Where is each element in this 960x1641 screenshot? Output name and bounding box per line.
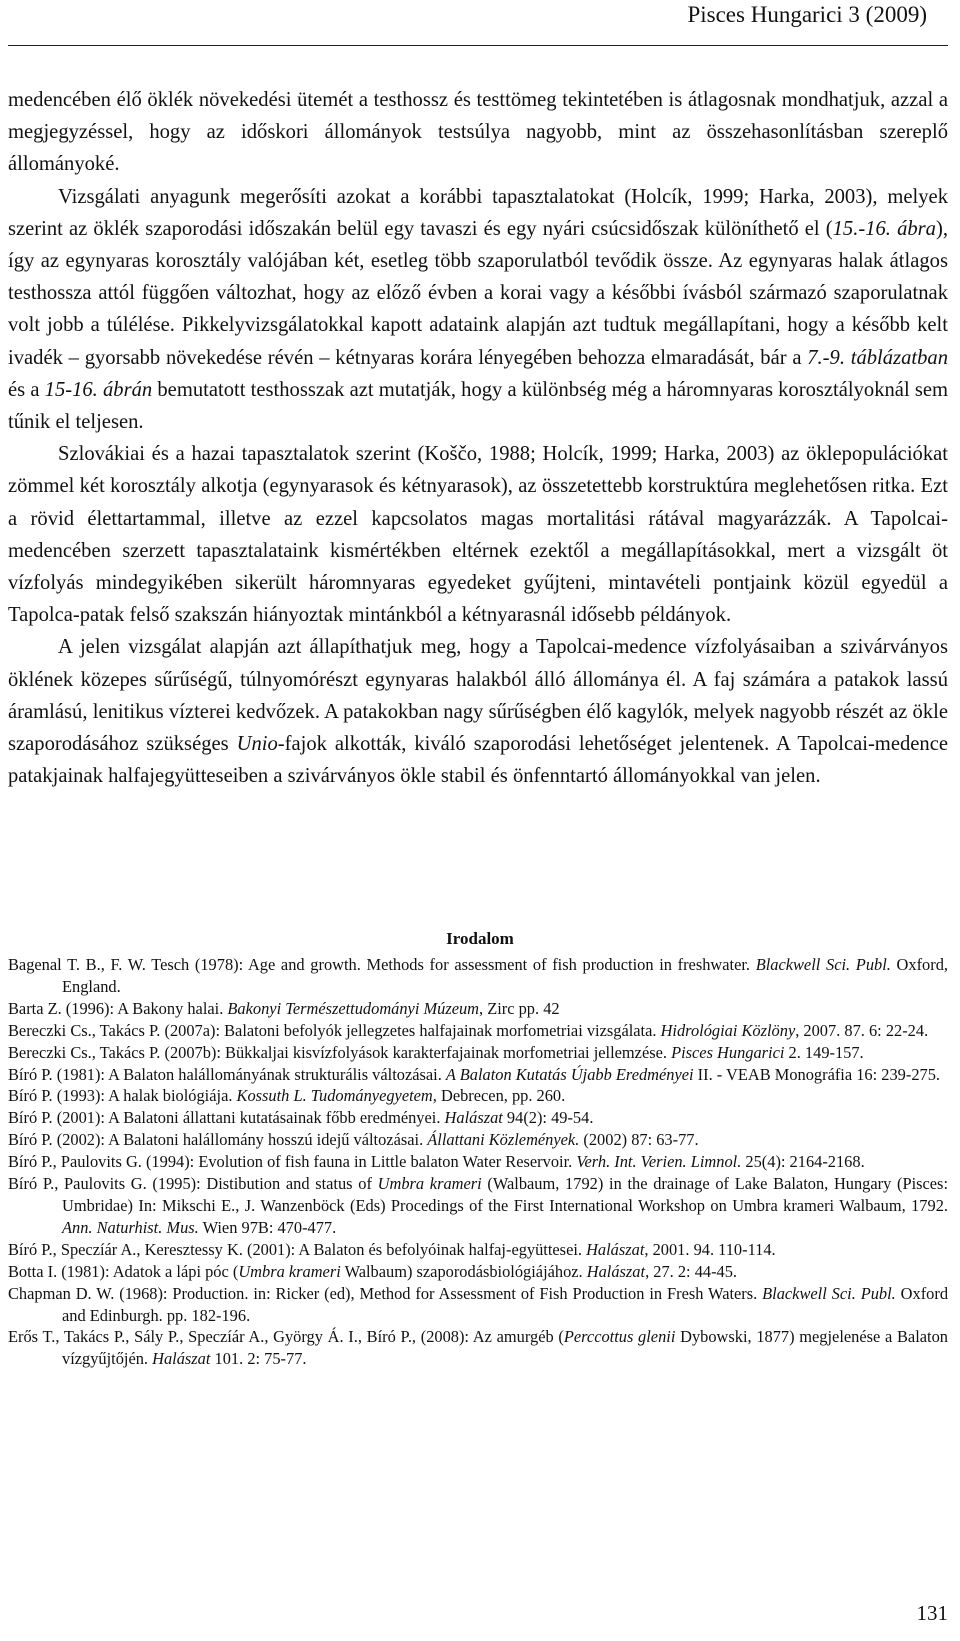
reference-entry xyxy=(8,1107,948,1129)
table-reference: 7.-9. táblázatban xyxy=(807,346,948,369)
reference-segment: , 2001. 94. 110-114. xyxy=(644,1239,776,1259)
reference-segment: Bíró P., Paulovits G. (1995): Distibution and status of xyxy=(8,1174,378,1194)
reference-segment: Dybowski, 1877) megjelenése a Balaton vízgyűjtőjén. xyxy=(62,1327,948,1369)
reference-italic-segment: Ann. Naturhist. Mus. xyxy=(62,1217,199,1237)
paragraph-segment: és a xyxy=(8,378,45,401)
reference-entry xyxy=(8,1261,948,1283)
reference-segment: , 27. 2: 44-45. xyxy=(645,1261,738,1281)
reference-segment: Bíró P. (1993): A halak biológiája. xyxy=(8,1086,237,1106)
reference-segment: Bíró P. (1981): A Balaton halállományának strukturális változásai. xyxy=(8,1064,446,1084)
reference-italic-segment: Állattani Közlemények. xyxy=(427,1130,580,1150)
reference-entry xyxy=(8,998,948,1020)
reference-italic-segment: A Balaton Kutatás Újabb Eredményei xyxy=(445,1064,694,1084)
reference-segment: Bereczki Cs., Takács P. (2007b): Bükkaljai kisvízfolyások karakterfajainak morfometriai jellemzése. xyxy=(8,1042,672,1062)
paragraph-segment: Vizsgálati anyagunk megerősíti azokat a korábbi tapasztalatokat (Holcík, 1999; Harka, 2003), melyek szerint az öklék szaporodási időszakán belül egy tavaszi és egy nyári csúcsidőszak különíthető el ( xyxy=(8,185,948,240)
reference-entry xyxy=(8,1020,948,1042)
reference-italic-segment: Hidrológiai Közlöny xyxy=(660,1020,796,1040)
reference-italic-segment: Halászat xyxy=(444,1108,503,1128)
paragraph xyxy=(8,84,948,181)
reference-segment: 25(4): 2164-2168. xyxy=(741,1152,865,1172)
header-rule xyxy=(8,45,948,46)
reference-italic-segment: Halászat xyxy=(586,1261,646,1281)
reference-segment: Barta Z. (1996): A Bakony halai. xyxy=(8,998,228,1018)
reference-entry xyxy=(8,1129,948,1151)
reference-segment: Walbaum) szaporodásbiológiájához. xyxy=(340,1261,587,1281)
reference-segment: II. - VEAB Monográfia 16: 239-275. xyxy=(693,1064,941,1084)
reference-entry xyxy=(8,1239,948,1261)
page-number: 131 xyxy=(916,1601,948,1625)
reference-segment: Bíró P., Speczíár A., Keresztessy K. (2001): A Balaton és befolyóinak halfaj-együttesei. xyxy=(8,1239,587,1259)
reference-segment: Wien 97B: 470-477. xyxy=(198,1217,337,1237)
reference-entry xyxy=(8,1173,948,1239)
references-heading: Irodalom xyxy=(446,929,514,948)
reference-segment: (Walbaum, 1792) in the drainage of Lake Balaton, Hungary (Pisces: Umbridae) In: Mikschi E., J. Wanzenböck (Eds) Procedings of the First International Workshop on Umbra krameri Walbaum, 1792. xyxy=(62,1174,948,1215)
paragraph xyxy=(8,631,948,792)
reference-entry xyxy=(8,954,948,998)
reference-segment: 2. 149-157. xyxy=(784,1042,864,1062)
reference-segment: Erős T., Takács P., Sály P., Speczíár A., György Á. I., Bíró P., (2008): Az amurgéb ( xyxy=(8,1327,564,1347)
reference-italic-segment: Blackwell Sci. Publ. xyxy=(762,1283,896,1303)
reference-segment: Bereczki Cs., Takács P. (2007a): Balatoni befolyók jellegzetes halfajainak morfometriai vizsgálata. xyxy=(8,1020,661,1040)
reference-italic-segment: Perccottus glenii xyxy=(563,1327,676,1347)
reference-segment: 101. 2: 75-77. xyxy=(210,1349,307,1369)
references-list xyxy=(8,954,948,1370)
reference-segment: Oxford, England. xyxy=(62,955,948,996)
reference-italic-segment: Blackwell Sci. Publ. xyxy=(755,955,891,974)
paragraph-segment: bemutatott testhosszak azt mutatják, hogy a különbség még a háromnyaras korosztályoknál sem tűnik el teljesen. xyxy=(8,378,949,434)
paragraph-segment: -fajok alkották, kiváló szaporodási lehetőséget jelentenek. A Tapolcai-medence patakjainak halfajegyütteseiben a szivárványos ökle stabil és önfenntartó állományokkal van jelen. xyxy=(8,733,948,788)
reference-segment: Bagenal T. B., F. W. Tesch (1978): Age and growth. Methods for assessment of fish production in freshwater. xyxy=(8,955,756,974)
paragraph xyxy=(8,181,948,439)
reference-segment: (2002) 87: 63-77. xyxy=(579,1130,699,1150)
reference-italic-segment: Halászat xyxy=(152,1349,211,1369)
reference-segment: Botta I. (1981): Adatok a lápi póc ( xyxy=(8,1261,239,1281)
paragraph-segment: A jelen vizsgálat alapján azt állapíthatjuk meg, hogy a Tapolcai-medence vízfolyásaiban a szivárványos öklének közepes sűrűségű, túlnyomórészt egynyaras halakból álló állománya él. A faj számára a patakok lassú áramlású, lenitikus vízterei kedvőzek. A patakokban nagy sűrűségben élő kagylók, melyek nagyobb részét az ökle szaporodásához szükséges xyxy=(8,636,948,756)
paragraph-segment: ), így az egynyaras korosztály valójában két, esetleg több szaporulatból tevődik össze. Az egynyaras halak átlagos testhossza attól függően változhat, hogy az előző évben a korai vagy a későbbi ívásból származó szaporulatnak volt jobb a túlélése. Pikkelyvizsgálatokkal kapott adataink alapján azt tudtuk megállapítani, hogy a később kelt ivadék – gyorsabb növekedése révén – kétnyaras korára lényegében behozza elmaradását, bár a xyxy=(8,217,948,369)
reference-segment: , Zirc pp. 42 xyxy=(479,998,560,1018)
reference-italic-segment: Umbra krameri xyxy=(377,1174,482,1194)
figure-reference: 15-16. ábrán xyxy=(44,378,153,401)
reference-entry xyxy=(8,1151,948,1173)
reference-entry xyxy=(8,1085,948,1107)
reference-entry xyxy=(8,1042,948,1064)
reference-entry xyxy=(8,1064,948,1086)
reference-segment: 94(2): 49-54. xyxy=(502,1108,594,1128)
paragraph xyxy=(8,438,948,631)
reference-italic-segment: Kossuth L. Tudományegyetem xyxy=(236,1086,433,1106)
reference-segment: Oxford and Edinburgh. pp. 182-196. xyxy=(62,1283,949,1325)
genus-name: Unio xyxy=(236,733,278,756)
reference-italic-segment: Pisces Hungarici xyxy=(671,1042,785,1062)
reference-italic-segment: Umbra krameri xyxy=(238,1261,341,1281)
reference-segment: , Debrecen, pp. 260. xyxy=(432,1086,566,1106)
reference-italic-segment: Verh. Int. Verien. Limnol. xyxy=(576,1152,742,1172)
figure-reference: 15.-16. ábra xyxy=(832,217,936,240)
reference-entry xyxy=(8,1283,948,1327)
body-text xyxy=(8,84,948,792)
reference-segment: Bíró P. (2001): A Balatoni állattani kutatásainak főbb eredményei. xyxy=(8,1108,445,1128)
running-head: Pisces Hungarici 3 (2009) xyxy=(687,2,927,27)
paragraph-segment: Szlovákiai és a hazai tapasztalatok szerint (Koščo, 1988; Holcík, 1999; Harka, 2003) az öklepopulációkat zömmel két korosztály alkotja (egynyarasok és kétnyarasok), az összetettebb korstruktúra meglehetősen ritka. Ezt a rövid élettartammal, illetve az ezzel kapcsolatos magas mortalitási rátával magyarázzák. A Tapolcai-medencében szerzett tapasztalataink kismértékben eltérnek ezektől a megállapításokkal, mert a vizsgált öt vízfolyás mindegyikében sikerült háromnyaras egyedeket gyűjteni, mintavételi pontjaink közül egyedül a Tapolca-patak felső szakszán hiányoztak mintánkból a kétnyarasnál idősebb példányok. xyxy=(8,443,948,627)
reference-segment: , 2007. 87. 6: 22-24. xyxy=(795,1020,929,1040)
reference-italic-segment: Halászat xyxy=(586,1239,645,1259)
reference-italic-segment: Bakonyi Természettudományi Múzeum xyxy=(227,998,480,1018)
reference-segment: Bíró P., Paulovits G. (1994): Evolution of fish fauna in Little balaton Water Reservoir. xyxy=(8,1152,577,1172)
reference-segment: Bíró P. (2002): A Balatoni halállomány hosszú idejű változásai. xyxy=(8,1130,428,1150)
reference-entry xyxy=(8,1326,948,1370)
paragraph-segment: medencében élő öklék növekedési ütemét a testhossz és testtömeg tekintetében is átlagosnak mondhatjuk, azzal a megjegyzéssel, hogy az időskori állományok testsúlya nagyobb, mint az összehasonlításban szereplő állományoké. xyxy=(8,89,948,176)
reference-segment: Chapman D. W. (1968): Production. in: Ricker (ed), Method for Assessment of Fish Production in Fresh Waters. xyxy=(8,1283,763,1303)
